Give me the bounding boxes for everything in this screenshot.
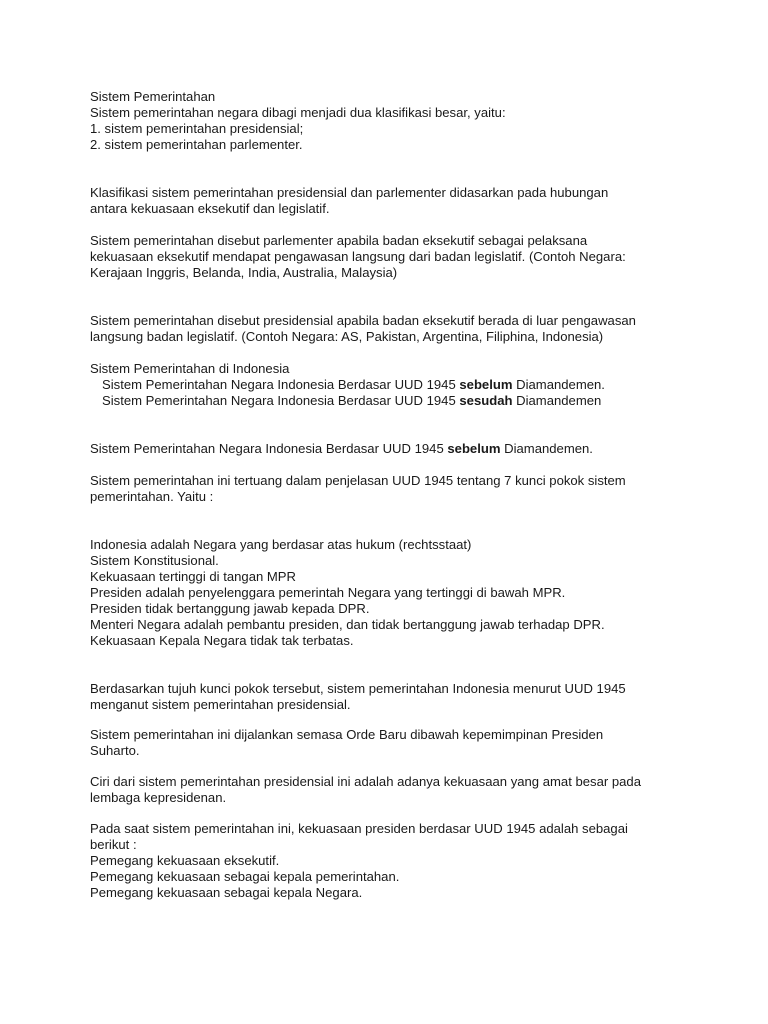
ciri-paragraph — [90, 774, 690, 806]
intro-line: Sistem pemerintahan negara dibagi menjadi dua klasifikasi besar, yaitu: — [90, 105, 506, 120]
document-title: Sistem Pemerintahan — [90, 89, 216, 104]
intro-list-item: 2. sistem pemerintahan parlementer. — [90, 137, 303, 152]
parlementer-paragraph — [90, 233, 690, 281]
list-item: Indonesia adalah Negara yang berdasar atas hukum (rechtsstaat) — [90, 537, 472, 552]
paragraph-line: Sistem pemerintahan disebut parlementer apabila badan eksekutif sebagai pelaksana — [90, 233, 588, 248]
penjelasan-paragraph — [90, 473, 690, 505]
spacer — [90, 153, 690, 185]
spacer — [90, 281, 690, 313]
spacer — [90, 409, 690, 441]
presidensial-paragraph — [90, 313, 690, 345]
bold-keyword: sebelum — [447, 441, 501, 456]
spacer — [90, 505, 690, 537]
sebelum-heading — [90, 441, 690, 457]
document-page — [90, 89, 690, 901]
list-item: Kekuasaan tertinggi di tangan MPR — [90, 569, 296, 584]
bold-keyword: sebelum — [459, 377, 513, 392]
list-item: Presiden tidak bertanggung jawab kepada DPR. — [90, 601, 370, 616]
paragraph-line: Kerajaan Inggris, Belanda, India, Australia, Malaysia) — [90, 265, 398, 280]
subsection-text: Sistem Pemerintahan Negara Indonesia Berdasar UUD 1945 — [102, 377, 460, 392]
paragraph-line: berikut : — [90, 837, 137, 852]
bold-keyword: sesudah — [459, 393, 513, 408]
paragraph-line: menganut sistem pemerintahan presidensial. — [90, 697, 351, 712]
subsection-text: Diamandemen — [512, 393, 602, 408]
spacer — [90, 713, 690, 727]
subsection-sebelum — [90, 377, 690, 393]
list-item: Pemegang kekuasaan sebagai kepala pemerintahan. — [90, 869, 400, 884]
paragraph-line: langsung badan legislatif. (Contoh Negara: AS, Pakistan, Argentina, Filiphina, Indonesia) — [90, 329, 604, 344]
pada-saat-paragraph — [90, 821, 690, 853]
paragraph-line: Klasifikasi sistem pemerintahan presidensial dan parlementer didasarkan pada hubungan — [90, 185, 609, 200]
subsection-sesudah — [90, 393, 690, 409]
paragraph-line: antara kekuasaan eksekutif dan legislatif. — [90, 201, 330, 216]
intro-list-item: 1. sistem pemerintahan presidensial; — [90, 121, 304, 136]
spacer — [90, 217, 690, 233]
paragraph-line: Sistem pemerintahan ini dijalankan semasa Orde Baru dibawah kepemimpinan Presiden — [90, 727, 604, 742]
berdasarkan-paragraph — [90, 681, 690, 713]
paragraph-line: kekuasaan eksekutif mendapat pengawasan langsung dari badan legislatif. (Contoh Negara: — [90, 249, 626, 264]
indonesia-section — [90, 361, 690, 409]
heading-text: Sistem Pemerintahan Negara Indonesia Berdasar UUD 1945 — [90, 441, 448, 456]
paragraph-line: Sistem pemerintahan disebut presidensial apabila badan eksekutif berada di luar pengawasan — [90, 313, 636, 328]
paragraph-line: Pada saat sistem pemerintahan ini, kekuasaan presiden berdasar UUD 1945 adalah sebagai — [90, 821, 628, 836]
subsection-text: Diamandemen. — [512, 377, 605, 392]
paragraph-line: lembaga kepresidenan. — [90, 790, 227, 805]
paragraph-line: Berdasarkan tujuh kunci pokok tersebut, sistem pemerintahan Indonesia menurut UUD 1945 — [90, 681, 626, 696]
spacer — [90, 345, 690, 361]
list-item: Presiden adalah penyelenggara pemerintah Negara yang tertinggi di bawah MPR. — [90, 585, 566, 600]
paragraph-line: Ciri dari sistem pemerintahan presidensial ini adalah adanya kekuasaan yang amat besar pada — [90, 774, 641, 789]
pemegang-list — [90, 853, 690, 901]
klasifikasi-paragraph — [90, 185, 690, 217]
paragraph-line: Suharto. — [90, 743, 140, 758]
paragraph-line: Sistem pemerintahan ini tertuang dalam penjelasan UUD 1945 tentang 7 kunci pokok sistem — [90, 473, 626, 488]
spacer — [90, 457, 690, 473]
section-heading: Sistem Pemerintahan di Indonesia — [90, 361, 290, 376]
spacer — [90, 759, 690, 774]
subsection-text: Sistem Pemerintahan Negara Indonesia Berdasar UUD 1945 — [102, 393, 460, 408]
kunci-pokok-list — [90, 537, 690, 649]
list-item: Pemegang kekuasaan sebagai kepala Negara. — [90, 885, 363, 900]
list-item: Pemegang kekuasaan eksekutif. — [90, 853, 280, 868]
spacer — [90, 649, 690, 681]
heading-text: Diamandemen. — [500, 441, 593, 456]
spacer — [90, 806, 690, 821]
paragraph-line: pemerintahan. Yaitu : — [90, 489, 214, 504]
orde-baru-paragraph — [90, 727, 690, 759]
list-item: Menteri Negara adalah pembantu presiden, dan tidak bertanggung jawab terhadap DPR. — [90, 617, 605, 632]
list-item: Kekuasaan Kepala Negara tidak tak terbatas. — [90, 633, 354, 648]
list-item: Sistem Konstitusional. — [90, 553, 219, 568]
